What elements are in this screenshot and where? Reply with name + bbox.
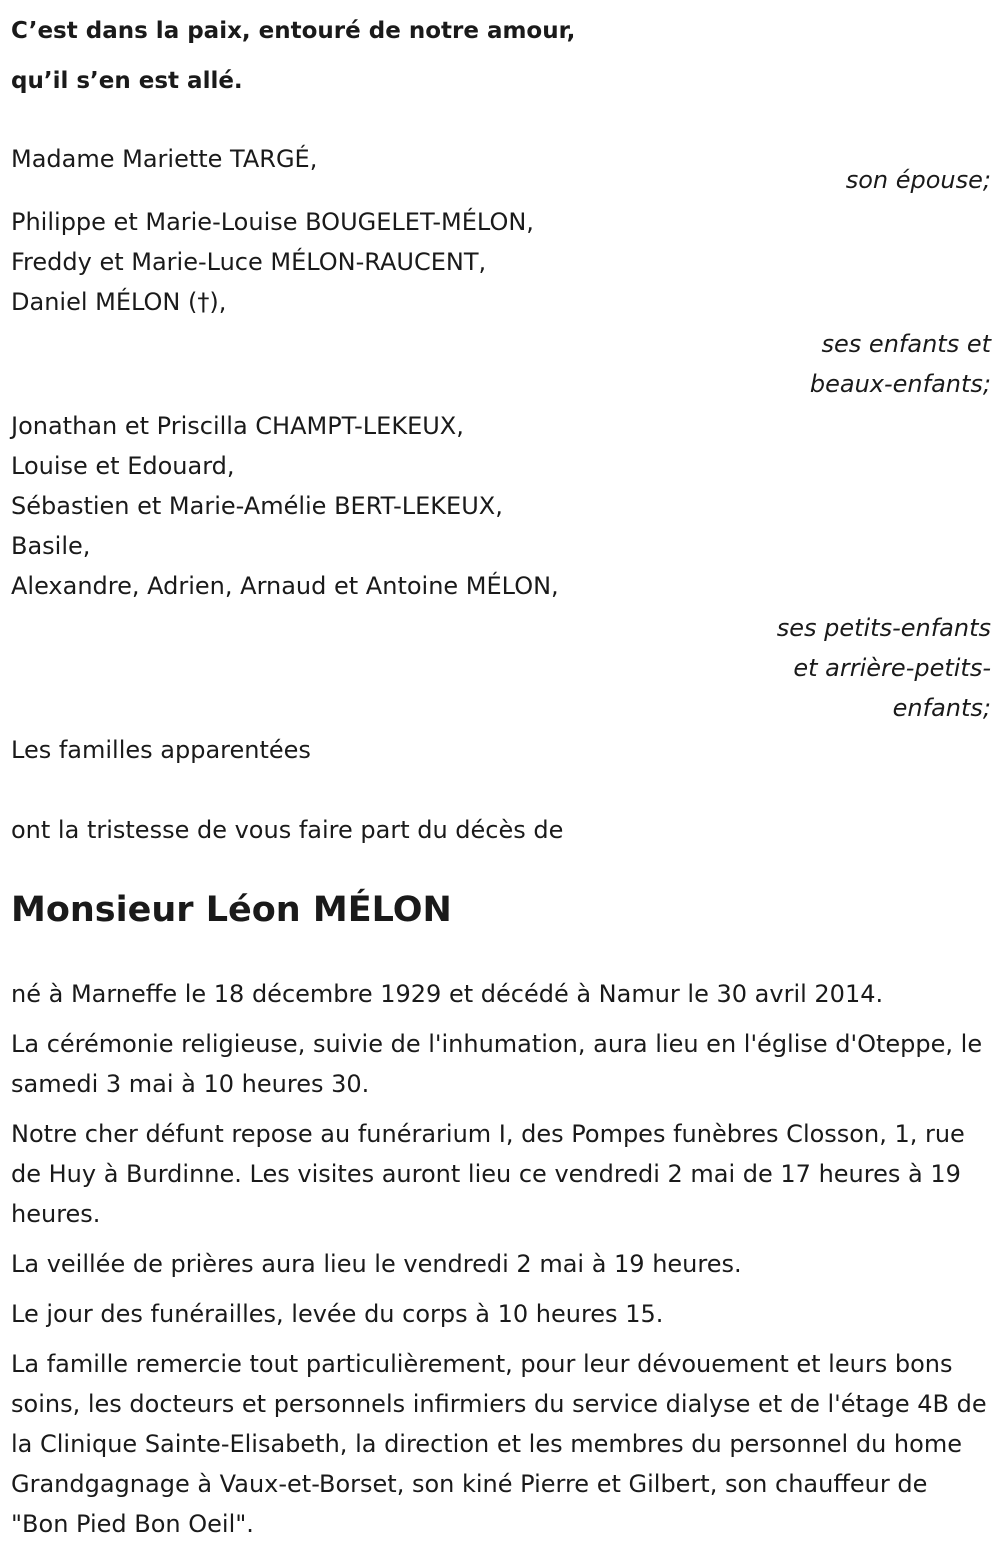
funeral-day-info: Le jour des funérailles, levée du corps à 10 heures 15. [11,1300,664,1328]
children-role-line: beaux-enfants; [809,370,991,398]
grandchildren-role-line: enfants; [892,694,991,722]
announcement: ont la tristesse de vous faire part du décès de [11,816,564,844]
grandchildren-role-line: ses petits-enfants [776,614,991,642]
details [11,974,991,1544]
child-entry: Freddy et Marie-Luce MÉLON-RAUCENT, [11,248,487,276]
children-role [11,324,991,404]
birth-death-dates: né à Marneffe le 18 décembre 1929 et décédé à Namur le 30 avril 2014. [11,980,884,1008]
spouse-role: son épouse; [845,166,991,194]
deceased-name: Monsieur Léon MÉLON [11,890,452,930]
children-role-line: ses enfants et [821,330,991,358]
funerarium-info: Notre cher défunt repose au funérarium I, des Pompes funèbres Closson, 1, rue de Huy à Burdinne. Les visites auront lieu ce vendredi 2 mai de 17 heures à 19 heures. [11,1120,965,1228]
grandchild-entry: Basile, [11,532,91,560]
vigil-info: La veillée de prières aura lieu le vendredi 2 mai à 19 heures. [11,1250,742,1278]
relatives: Les familles apparentées [11,736,311,764]
ceremony-info: La cérémonie religieuse, suivie de l'inhumation, aura lieu en l'église d'Oteppe, le samedi 3 mai à 10 heures 30. [11,1030,983,1098]
grandchildren-list [11,406,991,606]
child-entry: Daniel MÉLON (†), [11,288,227,316]
spouse-name: Madame Mariette TARGÉ, [11,145,318,173]
grandchild-entry: Louise et Edouard, [11,452,235,480]
obituary-notice [11,6,991,1554]
grandchildren-role [11,608,991,728]
children-list [11,202,991,322]
intro-line-2: qu’il s’en est allé. [11,68,243,94]
thanks-paragraph: La famille remercie tout particulièrement, pour leur dévouement et leurs bons soins, les docteurs et personnels infirmiers du service dialyse et de l'étage 4B de la Clinique Sainte-Elisabeth, la direction et les membres du personnel du home Grandgagnage à Vaux-et-Borset, son kiné Pierre et Gilbert, son chauffeur de "Bon Pied Bon Oeil". [11,1350,987,1538]
intro-line-1: C’est dans la paix, entouré de notre amour, [11,18,576,44]
child-entry: Philippe et Marie-Louise BOUGELET-MÉLON, [11,208,534,236]
grandchild-entry: Alexandre, Adrien, Arnaud et Antoine MÉLON, [11,572,559,600]
grandchild-entry: Sébastien et Marie-Amélie BERT-LEKEUX, [11,492,503,520]
grandchildren-role-line: et arrière-petits- [793,654,991,682]
grandchild-entry: Jonathan et Priscilla CHAMPT-LEKEUX, [11,412,464,440]
